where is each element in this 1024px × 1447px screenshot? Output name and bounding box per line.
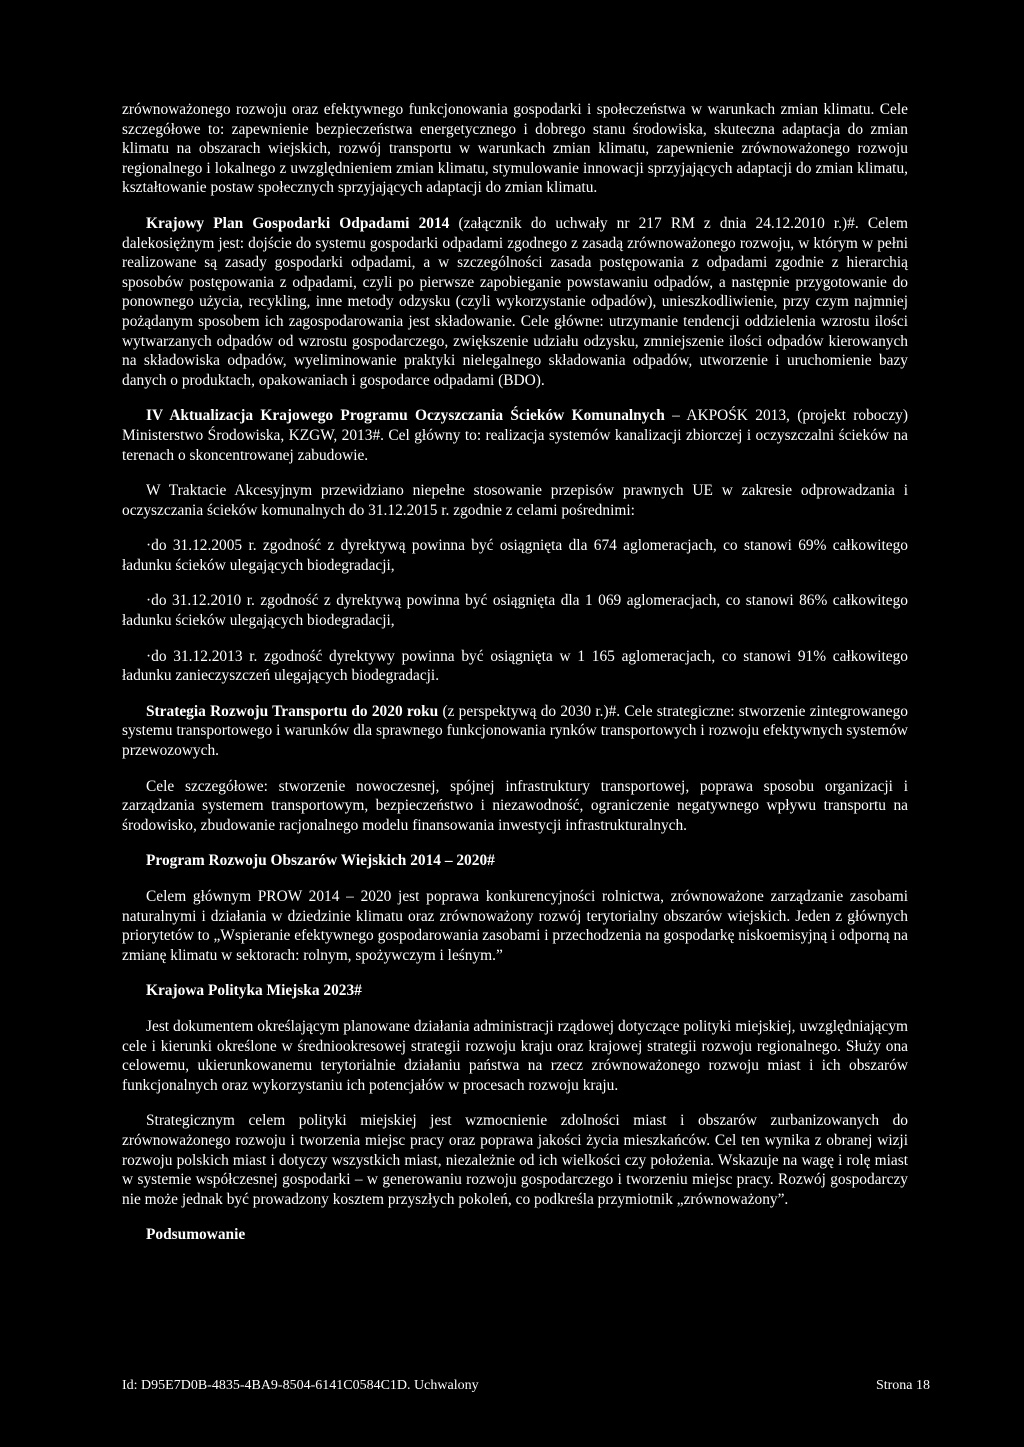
paragraph-transport-goals: Cele szczegółowe: stworzenie nowoczesnej, spójnej infrastruktury transportowej, poprawa sposobu organizacji i zarządzania systemem transportowym, bezpieczeństwo i niezawodność, ograniczenie negatywnego wpływu transportu na środowisko, zbudowanie racjonalnego modelu finansowania inwestycji infrastrukturalnych. (122, 777, 908, 834)
paragraph-transport-strategy (122, 702, 908, 761)
heading-summary: Podsumowanie (146, 1226, 246, 1244)
page-footer (122, 1378, 930, 1394)
bullet-2005: ·do 31.12.2005 r. zgodność z dyrektywą powinna być osiągnięta dla 674 aglomeracjach, co stanowi 69% całkowitego ładunku ścieków ulegających biodegradacji, (122, 537, 908, 574)
paragraph-sewage-program (122, 406, 908, 465)
paragraph-climate-goals: zrównoważonego rozwoju oraz efektywnego funkcjonowania gospodarki i społeczeństwa w warunkach zmian klimatu. Cele szczegółowe to: zapewnienie bezpieczeństwa energetycznego i dobrego stanu środowiska, skuteczna adaptacja do zmian klimatu na obszarach wiejskich, rozwój transportu w warunkach zmian klimatu, zapewnienie zrównoważonego rozwoju regionalnego i lokalnego z uwzględnieniem zmian klimatu, stymulowanie innowacji sprzyjających adaptacji do zmian klimatu, kształtowanie postaw społecznych sprzyjających adaptacji do zmian klimatu. (122, 101, 908, 197)
paragraph-accession-treaty: W Traktacie Akcesyjnym przewidziano niepełne stosowanie przepisów prawnych UE w zakresie odprowadzania i oczyszczania ścieków komunalnych do 31.12.2015 r. zgodnie z celami pośrednimi: (122, 482, 908, 519)
bullet-2013: ·do 31.12.2013 r. zgodność dyrektywy powinna być osiągnięta w 1 165 aglomeracjach, co stanowi 91% całkowitego ładunku zanieczyszczeń ulegających biodegradacji. (122, 647, 908, 685)
paragraph-urban-policy: Jest dokumentem określającym planowane działania administracji rządowej dotyczące polityki miejskiej, uwzględniającym cele i kierunki określone w średniookresowej strategii rozwoju kraju oraz krajowej strategii rozwoju regionalnego. Służy ona celowemu, ukierunkowanemu terytorialnie działaniu państwa na rzecz zrównoważonego rozwoju miast i ich obszarów funkcjonalnych oraz wykorzystaniu ich potencjałów w procesach rozwoju kraju. (122, 1017, 908, 1094)
heading-rural-program: Program Rozwoju Obszarów Wiejskich 2014 – 2020# (146, 852, 495, 870)
paragraph-urban-goal: Strategicznym celem polityki miejskiej jest wzmocnienie zdolności miast i obszarów zurbanizowanych do zrównoważonego rozwoju i tworzenia miejsc pracy oraz poprawa jakości życia mieszkańców. Cel ten wynika z obranej wizji rozwoju polskich miast i dotyczy wszystkich miast, niezależnie od ich wielkości czy położenia. Wskazuje na wagę i rolę miast w systemie współczesnej gospodarki – w generowaniu rozwoju gospodarczego i tworzeniu miejsc pracy. Rozwój gospodarczy nie może jednak być prowadzony kosztem przyszłych pokoleń, co podkreśla przymiotnik „zrównoważony”. (122, 1112, 908, 1208)
transport-strategy-title: Strategia Rozwoju Transportu do 2020 roku (146, 702, 439, 720)
waste-plan-text: (załącznik do uchwały nr 217 RM z dnia 24.12.2010 r.)#. Celem dalekosiężnym jest: dojście do systemu gospodarki odpadami zgodnego z zasadą zrównoważonego rozwoju, w którym w pełni realizowane są zasady gospodarki odpadami, a w szczególności zasada postępowania z odpadami zgodnie z hierarchią sposobów postępowania z odpadami, czyli po pierwsze zapobieganie powstawaniu odpadów, a następnie przygotowanie do ponownego użycia, recykling, inne metody odzysku (czyli wykorzystanie odpadów), unieszkodliwienie, przy czym najmniej pożądanym sposobem ich zagospodarowania jest składowanie. Cele główne: utrzymanie tendencji oddzielenia wzrostu ilości wytwarzanych odpadów od wzrostu gospodarczego, zwiększenie udziału odzysku, zmniejszenie ilości odpadów kierowanych na składowiska odpadów, wyeliminowanie praktyki nielegalnego składowania odpadów, utworzenie i uruchomienie bazy danych o produktach, opakowaniach i gospodarce odpadami (BDO). (122, 214, 908, 389)
sewage-program-title: IV Aktualizacja Krajowego Programu Oczyszczania Ścieków Komunalnych (146, 407, 665, 425)
waste-plan-title: Krajowy Plan Gospodarki Odpadami 2014 (146, 214, 450, 232)
paragraph-waste-plan (122, 214, 908, 390)
document-id: Id: D95E7D0B-4835-4BA9-8504-6141C0584C1D. Uchwalony (122, 1378, 479, 1393)
bullet-2010: ·do 31.12.2010 r. zgodność z dyrektywą powinna być osiągnięta dla 1 069 aglomeracjach, co stanowi 86% całkowitego ładunku ścieków ulegających biodegradacji, (122, 592, 908, 630)
paragraph-rural-program: Celem głównym PROW 2014 – 2020 jest poprawa konkurencyjności rolnictwa, zrównoważone zarządzanie zasobami naturalnymi i działania w dziedzinie klimatu oraz zrównoważony rozwój terytorialny obszarów wiejskich. Jeden z głównych priorytetów to „Wspieranie efektywnego gospodarowania zasobami i przechodzenia na gospodarkę niskoemisyjną i odporną na zmianę klimatu w sektorach: rolnym, spożywczym i leśnym.” (122, 888, 908, 964)
document-body (122, 100, 908, 1261)
page-number: Strona 18 (875, 1378, 930, 1393)
transport-strategy-text: (z perspektywą do 2030 r.)#. Cele strategiczne: stworzenie zintegrowanego systemu transportowego i warunków dla sprawnego funkcjonowania rynków transportowych i rozwoju efektywnych systemów przewozowych. (122, 702, 908, 760)
heading-urban-policy: Krajowa Polityka Miejska 2023# (146, 982, 362, 1000)
sewage-program-text: – AKPOŚK 2013, (projekt roboczy) Ministerstwo Środowiska, KZGW, 2013#. Cel główny to: realizacja systemów kanalizacji zbiorczej i oczyszczalni ścieków na terenach o skoncentrowanej zabudowie. (122, 407, 908, 464)
